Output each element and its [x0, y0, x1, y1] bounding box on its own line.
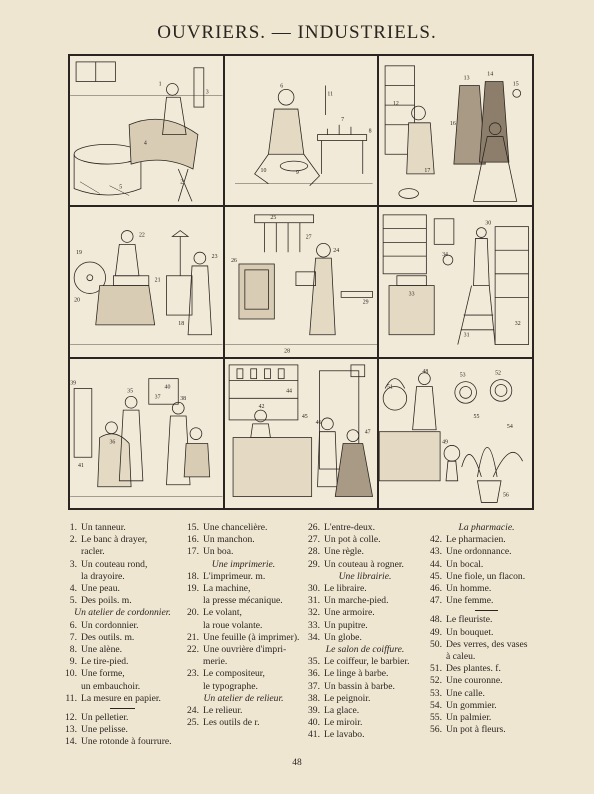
legend-item-number: 24.	[187, 705, 199, 717]
legend-item-number: 41.	[308, 729, 320, 741]
legend-item	[62, 595, 183, 607]
legend-item	[62, 644, 183, 656]
imprimerie-drawing	[70, 207, 223, 356]
callout-text: 3	[205, 89, 209, 96]
legend-item-number: 17.	[187, 546, 199, 558]
legend-item-number: 16.	[187, 534, 199, 546]
callout-text: 9	[295, 169, 299, 176]
legend-item-text: Le libraire.	[324, 583, 367, 595]
legend-item-number: 50.	[430, 638, 442, 650]
callout-text: 16	[450, 120, 457, 127]
callout-text: 6	[279, 83, 283, 90]
legend-item-number: 7.	[69, 631, 77, 643]
callout-text: 28	[283, 348, 290, 355]
legend-section-heading: Un atelier de cordonnier.	[74, 607, 171, 619]
legend-item-number: 46.	[430, 583, 442, 595]
legend-item-text: Une calle.	[446, 687, 485, 699]
legend-item-text: Une chancelière.	[203, 522, 268, 533]
callout-text: 36	[109, 439, 116, 446]
callout-text: 8	[368, 128, 372, 135]
legend-item-number: 15.	[187, 522, 199, 533]
legend-item-text: L'imprimeur. m.	[203, 570, 266, 582]
legend-item-text: Le pharmacien.	[446, 534, 506, 546]
legend-item-text: Un boa.	[203, 546, 234, 558]
illustration-cordonnier	[224, 55, 379, 206]
legend-item-text: Des verres, des vases	[446, 638, 528, 650]
legend-item-number: 9.	[69, 656, 77, 668]
legend-item-number: 40.	[308, 717, 320, 729]
legend-item	[184, 668, 303, 680]
legend-item	[305, 522, 425, 534]
callout-text: 29	[362, 299, 369, 306]
legend-item-number: 10.	[65, 668, 77, 680]
legend-item	[305, 693, 425, 705]
legend-column-1	[62, 522, 183, 749]
legend-column-3	[303, 522, 425, 749]
legend-item-text: Une forme,	[81, 668, 125, 680]
callout-text: 18	[178, 321, 185, 328]
legend-item-number: 56.	[430, 724, 442, 736]
legend-item	[184, 607, 303, 619]
legend-item	[62, 736, 183, 748]
callout-text: 49	[442, 439, 449, 446]
callout-text: 1	[158, 81, 162, 88]
legend-item	[305, 620, 425, 632]
legend-item	[184, 644, 303, 656]
legend-item-number: 51.	[430, 663, 442, 675]
legend-item	[427, 639, 546, 651]
legend-item	[62, 559, 183, 571]
legend-item-number: 45.	[430, 570, 442, 582]
legend-item	[305, 717, 425, 729]
legend-item-text: Un pupitre.	[324, 619, 368, 631]
legend-item	[427, 627, 546, 639]
callout-text: 25	[270, 215, 276, 222]
legend-item-text: L'entre-deux.	[324, 522, 376, 533]
callout-text: 56	[503, 492, 510, 499]
callout-text: 10	[260, 167, 267, 174]
legend-item-text: La machine,	[203, 583, 251, 595]
legend-item	[305, 583, 425, 595]
callout-text: 23	[211, 254, 218, 261]
legend-column-2	[183, 522, 303, 749]
legend-item	[62, 583, 183, 595]
legend-item-number: 52.	[430, 675, 442, 687]
legend-separator	[62, 705, 183, 712]
legend-item-number: 48.	[430, 614, 442, 626]
legend-item-continuation: racler.	[81, 546, 105, 558]
legend-item	[305, 668, 425, 680]
illustration-pharmacie	[224, 358, 379, 509]
callout-text: 52	[495, 370, 502, 377]
legend-item	[305, 681, 425, 693]
callout-text: 46	[315, 419, 322, 426]
callout-text: 19	[76, 250, 82, 257]
legend-section-heading: Une librairie.	[338, 570, 392, 582]
legend-item	[184, 632, 303, 644]
legend-item	[184, 705, 303, 717]
callout-text: 35	[127, 388, 134, 395]
librairie-drawing	[379, 207, 532, 356]
legend-item-number: 43.	[430, 546, 442, 558]
legend-item-text: Le miroir.	[324, 717, 363, 729]
illustration-grid	[68, 54, 534, 510]
legend-item	[427, 724, 546, 736]
legend-item	[427, 583, 546, 595]
legend-item-number: 42.	[430, 534, 442, 546]
relieur-drawing	[225, 207, 378, 356]
legend-item-text: Un pot à colle.	[324, 534, 381, 546]
legend-item-text: La mesure en papier.	[81, 692, 161, 704]
callout-text: 41	[78, 462, 84, 469]
legend-item	[427, 534, 546, 546]
legend-item-number: 35.	[308, 656, 320, 668]
legend-item	[427, 663, 546, 675]
legend-item-number: 37.	[308, 680, 320, 692]
legend-columns	[62, 522, 546, 749]
legend-item-number: 3.	[69, 558, 77, 570]
legend-item-number: 13.	[65, 724, 77, 736]
legend-separator	[427, 607, 546, 614]
legend-item-number: 2.	[69, 534, 77, 546]
callout-text: 47	[364, 429, 371, 436]
callout-text: 37	[154, 393, 161, 400]
legend-item-number: 30.	[308, 583, 320, 595]
callout-text: 12	[393, 101, 400, 108]
callout-text: 26	[230, 258, 237, 265]
legend-item-number: 11.	[65, 692, 77, 704]
legend-item-text: Un homme.	[446, 583, 492, 595]
callout-text: 48	[422, 368, 429, 375]
illustration-librairie	[378, 206, 533, 357]
legend-item-number: 36.	[308, 668, 320, 680]
legend-section-heading: Un atelier de relieur.	[203, 692, 284, 704]
callout-text: 42	[258, 403, 265, 410]
legend-item	[62, 724, 183, 736]
callout-text: 34	[442, 252, 449, 259]
legend-item-number: 12.	[65, 712, 77, 724]
legend-item-number: 32.	[308, 607, 320, 619]
legend-item-continuation: un embauchoir.	[81, 680, 141, 692]
legend-item	[62, 534, 183, 546]
legend-item-text: Le volant,	[203, 607, 242, 619]
legend-item-number: 23.	[187, 668, 199, 680]
legend-item-text: Des outils. m.	[81, 631, 135, 643]
legend-item	[305, 656, 425, 668]
callout-text: 14	[487, 71, 494, 78]
legend-item-number: 53.	[430, 687, 442, 699]
coiffure-drawing	[70, 359, 223, 508]
legend-item-text: Une fiole, un flacon.	[446, 570, 526, 582]
illustration-fleuriste	[378, 358, 533, 509]
legend-item-continuation: la roue volante.	[203, 619, 263, 631]
callout-text: 20	[74, 297, 80, 304]
legend-item	[62, 522, 183, 534]
legend-item-number: 39.	[308, 705, 320, 717]
callout-text: 51	[387, 384, 394, 391]
legend-item-number: 44.	[430, 558, 442, 570]
legend-item	[305, 705, 425, 717]
callout-text: 13	[464, 75, 470, 82]
legend-item	[427, 675, 546, 687]
pharmacie-drawing	[225, 359, 378, 508]
legend-item	[184, 583, 303, 595]
legend-item-number: 20.	[187, 607, 199, 619]
legend-item-continuation: la drayoire.	[81, 570, 125, 582]
legend-item-text: Un palmier.	[446, 712, 492, 724]
pelletier-drawing	[379, 56, 532, 205]
legend-item	[184, 717, 303, 729]
legend-item-text: Un tanneur.	[81, 522, 126, 533]
legend-item-text: Un couteau rond,	[81, 558, 148, 570]
illustration-relieur	[224, 206, 379, 357]
cordonnier-drawing	[225, 56, 378, 205]
legend-section-heading: Une imprimerie.	[211, 558, 276, 570]
legend-item-text: Un bouquet.	[446, 626, 494, 638]
callout-text: 11	[327, 91, 333, 98]
legend-item-text: Le compositeur,	[203, 668, 265, 680]
legend-item-text: Le coiffeur, le barbier.	[324, 656, 410, 668]
legend-item-number: 8.	[69, 644, 77, 656]
fleuriste-drawing	[379, 359, 532, 508]
legend-item-number: 5.	[69, 595, 77, 607]
callout-text: 53	[460, 372, 466, 379]
legend-item-number: 26.	[308, 522, 320, 533]
legend-item	[62, 712, 183, 724]
legend-item	[427, 559, 546, 571]
legend-item	[305, 632, 425, 644]
legend-item-text: Une couronne.	[446, 675, 503, 687]
legend-item-number: 54.	[430, 699, 442, 711]
callout-text: 4	[143, 140, 147, 147]
legend-item-text: La glace.	[324, 705, 360, 717]
legend-item-text: Un bassin à barbe.	[324, 680, 395, 692]
legend-item-number: 55.	[430, 712, 442, 724]
legend-item-number: 47.	[430, 595, 442, 607]
legend-item-text: Le banc à drayer,	[81, 534, 148, 546]
legend-item-text: Une feuille (à imprimer).	[203, 631, 300, 643]
legend-item-text: Une armoire.	[324, 607, 375, 619]
legend-item-number: 38.	[308, 692, 320, 704]
legend-item-number: 14.	[65, 736, 77, 748]
legend-item-continuation: le typographe.	[203, 680, 258, 692]
legend-item	[62, 632, 183, 644]
legend-item-text: Des poils. m.	[81, 595, 132, 607]
legend-item-text: Un bocal.	[446, 558, 484, 570]
legend-item-text: Le relieur.	[203, 705, 243, 717]
callout-text: 7	[340, 116, 344, 123]
legend-item-text: Une alène.	[81, 644, 123, 656]
legend-item-number: 31.	[308, 595, 320, 607]
legend-item	[305, 546, 425, 558]
legend-item-text: Le peignoir.	[324, 692, 371, 704]
legend-item-number: 29.	[308, 558, 320, 570]
legend-section-heading: Le salon de coiffure.	[325, 644, 405, 656]
legend-item-number: 27.	[308, 534, 320, 546]
legend-item-number: 19.	[187, 583, 199, 595]
legend-item-number: 6.	[69, 619, 77, 631]
legend-item-continuation: merie.	[203, 656, 228, 668]
legend-item	[184, 534, 303, 546]
legend-item-text: Des plantes. f.	[446, 663, 501, 675]
legend-item	[305, 534, 425, 546]
legend-item-text: Le linge à barbe.	[324, 668, 389, 680]
legend-item-number: 25.	[187, 717, 199, 729]
legend-item	[427, 595, 546, 607]
legend-item	[305, 595, 425, 607]
illustration-imprimerie	[69, 206, 224, 357]
legend-item-text: Un marche-pied.	[324, 595, 389, 607]
callout-text: 44	[285, 388, 292, 395]
callout-text: 54	[507, 423, 514, 430]
legend-item-text: Un pot à fleurs.	[446, 724, 506, 736]
callout-text: 32	[515, 321, 521, 328]
callout-text: 40	[164, 384, 171, 391]
legend-item-number: 49.	[430, 626, 442, 638]
legend-item-text: Un pelletier.	[81, 712, 129, 724]
legend-column-4	[425, 522, 546, 749]
callout-text: 30	[485, 221, 492, 228]
callout-text: 31	[464, 333, 470, 340]
page-title: OUVRIERS. — INDUSTRIELS.	[157, 22, 437, 43]
legend-item-text: Un globe.	[324, 631, 362, 643]
legend-item-text: Les outils de r.	[203, 717, 260, 729]
legend-item-number: 33.	[308, 619, 320, 631]
legend-item	[427, 614, 546, 626]
legend-item-text: Un manchon.	[203, 534, 255, 546]
legend-item-number: 22.	[187, 644, 199, 656]
legend-item-text: Le lavabo.	[324, 729, 365, 741]
legend-item	[427, 712, 546, 724]
legend-item-number: 28.	[308, 546, 320, 558]
callout-text: 5	[119, 184, 123, 191]
legend-item-text: Un gommier.	[446, 699, 497, 711]
legend-item-text: Une femme.	[446, 595, 494, 607]
callout-text: 38	[180, 395, 187, 402]
legend-item	[62, 693, 183, 705]
legend-item-number: 21.	[187, 631, 199, 643]
legend-item-continuation: la presse mécanique.	[203, 595, 283, 607]
callout-text: 15	[513, 81, 520, 88]
illustration-coiffure	[69, 358, 224, 509]
callout-text: 39	[70, 380, 77, 387]
legend-item-text: Une ouvrière d'impri-	[203, 644, 287, 656]
legend-item	[305, 607, 425, 619]
legend-item-continuation: à caleu.	[446, 651, 476, 663]
page-number: 48	[292, 758, 302, 768]
legend-item-text: Une ordonnance.	[446, 546, 512, 558]
illustration-tanneur	[69, 55, 224, 206]
legend-item	[305, 559, 425, 571]
legend-item	[305, 729, 425, 741]
legend-item	[184, 571, 303, 583]
legend-item	[427, 688, 546, 700]
legend-item	[184, 522, 303, 534]
callout-text: 27	[305, 234, 312, 241]
illustration-pelletier	[378, 55, 533, 206]
tanneur-drawing	[70, 56, 223, 205]
callout-text: 33	[408, 291, 415, 298]
callout-text: 21	[154, 277, 161, 284]
callout-text: 17	[424, 167, 431, 174]
legend-item	[62, 620, 183, 632]
legend-item-text: Le tire-pied.	[81, 656, 129, 668]
legend-item-text: Un cordonnier.	[81, 619, 139, 631]
legend-item-number: 18.	[187, 570, 199, 582]
legend-item-text: Un couteau à rogner.	[324, 558, 404, 570]
callout-text: 55	[473, 413, 480, 420]
legend-item-number: 34.	[308, 631, 320, 643]
legend-item	[427, 571, 546, 583]
legend-section-heading: La pharmacie.	[458, 522, 515, 533]
legend-item	[62, 656, 183, 668]
legend-item-number: 1.	[69, 522, 77, 533]
legend-item	[184, 546, 303, 558]
legend-item-number: 4.	[69, 583, 77, 595]
callout-text: 2	[180, 179, 184, 186]
legend-item-text: Une rotonde à fourrure.	[81, 736, 172, 748]
legend-item	[427, 700, 546, 712]
legend-item-text: Une pelisse.	[81, 724, 128, 736]
callout-text: 24	[332, 248, 339, 255]
legend-item-text: Le fleuriste.	[446, 614, 493, 626]
callout-text: 45	[301, 413, 308, 420]
legend-item	[62, 668, 183, 680]
legend-item	[427, 546, 546, 558]
legend-item-text: Une règle.	[324, 546, 364, 558]
legend-item-text: Une peau.	[81, 583, 120, 595]
callout-text: 22	[138, 232, 145, 239]
